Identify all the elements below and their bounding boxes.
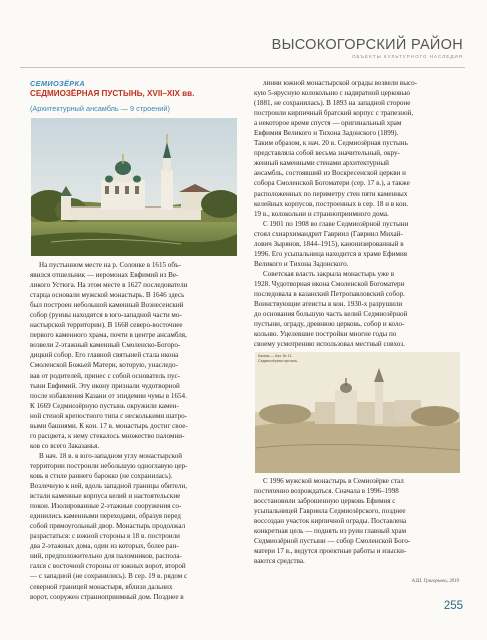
photo-caption: Казань.— Каз. № 11. Седмиозёрная пустынь. xyxy=(258,354,299,363)
left-paragraph-1: На пустынном месте на р. Солонке в 1615 объ- явился отшельник — иеромонах Евфимий из Ве- ликого Устюга. На этом месте в 1627 последователи старца основали мужской монастырь. В 1646 здесь был построен небольшой каменный Вознесенский собор (руины находятся в юго-западной части мо- настырской территории). В 1668 северо-восточнее первого каменного храма, почти в центре ансамбля, возвели 2-этажный каменный Смоленско-Богоро- дицкий собор. Его главной святыней стала икона Смоленской Божьей Матери, которую, унаследо- вав от родителей, принес с собой основатель пус- тыни Евфимий. Эту икону признали чудотворной после избавления Казани от эпидемии чумы в 1654. К 1669 Седмиозёрную пустынь окружили камен- ной стеной крепостного типа с несколькими шатро- выми башнями. К кон. 17 в. монастырь достиг свое- го расцвета, к нему стекалось множество паломни- ков со всего Заказанья. xyxy=(30,261,188,450)
restoration-text xyxy=(254,476,459,566)
monastery-postcard-photo xyxy=(255,352,460,473)
right-column xyxy=(254,78,459,349)
right-paragraph-2: С 1901 по 1908 во главе Седмиозёрной пустыни стоял схиархимандрит Гавриил (Гавриил Михай- лович Зырянов, 1844–1915), канонизированный в 1996. Его усыпальница находится в храме Ефимия Великого и Тихона Задонского. xyxy=(254,219,409,268)
left-column xyxy=(30,260,238,602)
restoration-paragraph: С 1996 мужской монастырь в Семиозёрке стал постепенно возрождаться. Сначала в 1996–1998 восстановили заброшенную церковь Ефимия с усыпальницей Гавриила Седмиозёрского, позднее воссоздан участок кирпичной ограды. Поставлена конкретная цель — поднять из руин главный храм Седмиозёрной пустыни — собор Смоленской Бого- матери 17 в., ведутся проектные работы и изыски- ваются средства. xyxy=(254,477,411,566)
section-kicker: СЕМИОЗЁРКА xyxy=(30,79,85,88)
right-paragraph-1: линии южной монастырской ограды возвели высо- кую 5-ярусную колокольню с надвратной церковью (1881, не сохранилась). В 1893 на западной стороне построили кирпичный братский корпус с трапезной, а некоторое время спустя — оригинальный храм Евфимия Великого и Тихона Задонского (1899). Таким образом, к нач. 20 в. Седмиозёрная пустынь представляла собой весьма значительный, окру- женный каменными стенами архитектурный ансамбль, состоявший из Воскресенской церкви и собора Смоленской Богоматери (сер. 17 в.), а также расположенных по периметру стен пяти каменных келейных корпусов, построенных в сер. 18 и в кон. 19 в., колокольни и странноприимного дома. xyxy=(254,79,418,218)
page-number: 255 xyxy=(443,600,463,612)
header-subtitle: ОБЪЕКТЫ КУЛЬТУРНОГО НАСЛЕДИЯ xyxy=(351,54,463,59)
right-paragraph-3: Советская власть закрыла монастырь уже в 1928. Чудотворная икона Смоленской Богоматери последовала в казанский Петропавловский собор. Воинствующие атеисты в кон. 1930-х разрушили до основания большую часть келий Седмиозёрной пустыни, ограду, древнюю церковь, собор и коло- кольню. Уцелевшие постройки многие годы по своему усмотрению использовал местный совхоз. xyxy=(254,269,408,349)
running-header xyxy=(272,37,463,59)
section-subtitle: (Архитектурный ансамбль — 9 строений) xyxy=(30,104,170,113)
header-title: ВЫСОКОГОРСКИЙ РАЙОН xyxy=(271,37,463,53)
section-title: СЕДМИОЗЁРНАЯ ПУСТЫНЬ, XVII–XIX вв. xyxy=(30,89,195,98)
author-credit: А.Ш. Григорьева, 2019 xyxy=(411,579,459,584)
monastery-painting xyxy=(31,118,237,256)
header-rule xyxy=(20,67,465,68)
left-paragraph-2: В нач. 18 в. в юго-западном углу монастырской территории построили небольшую одноглавую цер- ковь в стиле раннего барокко (не сохранилась). Возлечную к ней, вдоль западной границы обители, встали каменные корпуса келий и настоятельские покои. Изолированные 2-этажные сооружения со- единились каменными переходами, образуя перед собой прямоугольный двор. Монастырь продолжал разрастаться: с южной стороны в 18 в. построили два 2-этажных дома, один из которых, более ран- ний, предположительно для паломников, располa- гался с восточной стороны от южных ворот, второй — с западной (не сохранились). В сер. 19 в. рядом с северной границей монастыря, вблизи дальних ворот, сооружен странноприимный дом. Позднее в xyxy=(30,451,188,601)
